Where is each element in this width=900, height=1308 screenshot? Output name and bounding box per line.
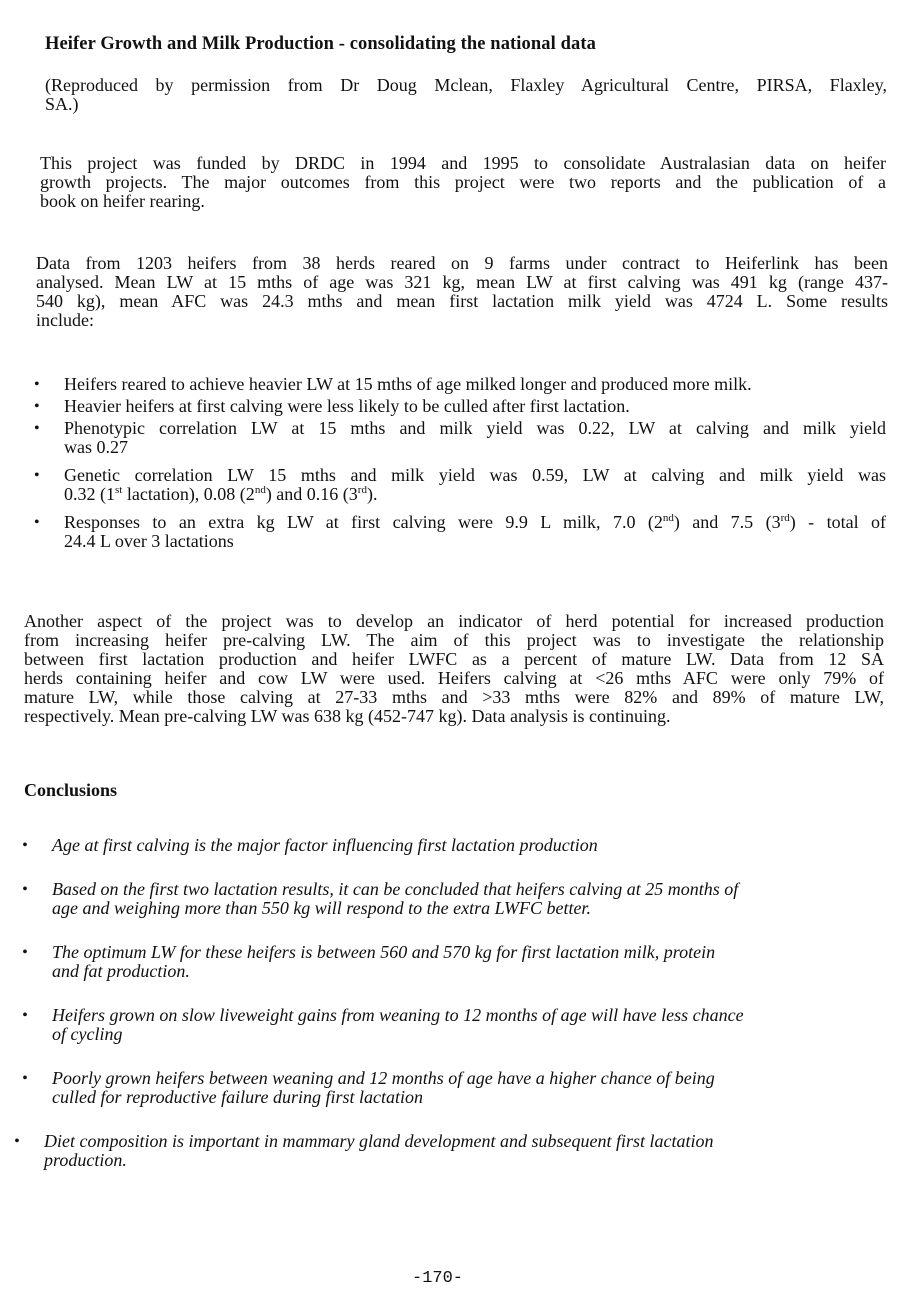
conclusion-text: Poorly grown heifers between weaning and 12 months of age have a higher chance of being xyxy=(52,1068,715,1088)
conclusions-heading: Conclusions xyxy=(24,780,118,800)
conclusion-text: culled for reproductive failure during first lactation xyxy=(52,1087,423,1107)
bullet-icon: • xyxy=(22,881,28,898)
data-line-4: include: xyxy=(36,310,94,330)
bullet-icon: • xyxy=(34,420,40,437)
bullet-icon: • xyxy=(14,1133,20,1150)
intro-paragraph xyxy=(40,154,886,211)
bullet-icon: • xyxy=(34,514,40,531)
data-paragraph xyxy=(36,254,888,330)
aspect-line-3: between first lactation production and heifer LWFC as a percent of mature LW. Data from 12 SA xyxy=(24,649,884,669)
conclusion-text: age and weighing more than 550 kg will respond to the extra LWFC better. xyxy=(52,898,591,918)
list-item xyxy=(22,879,882,918)
list-item xyxy=(34,465,886,504)
data-line-2: analysed. Mean LW at 15 mths of age was 321 kg, mean LW at first calving was 491 kg (range 437- xyxy=(36,272,888,292)
data-line-1: Data from 1203 heifers from 38 herds reared on 9 farms under contract to Heiferlink has been xyxy=(36,253,888,273)
conclusion-text: Based on the first two lactation results, it can be concluded that heifers calving at 25 months of xyxy=(52,879,739,899)
conclusion-text: production. xyxy=(44,1150,127,1170)
aspect-line-4: herds containing heifer and cow LW were used. Heifers calving at <26 mths AFC were only 79% of xyxy=(24,668,884,688)
data-line-3: 540 kg), mean AFC was 24.3 mths and mean first lactation milk yield was 4724 L. Some results xyxy=(36,291,888,311)
bullet-icon: • xyxy=(34,376,40,393)
result-text: Responses to an extra kg LW at first calving were 9.9 L milk, 7.0 (2nd) and 7.5 (3rd) - total of xyxy=(64,512,886,532)
bullet-icon: • xyxy=(22,944,28,961)
result-text: 24.4 L over 3 lactations xyxy=(64,531,234,551)
list-item xyxy=(14,1131,882,1170)
conclusion-text: of cycling xyxy=(52,1024,123,1044)
bullet-icon: • xyxy=(22,837,28,854)
permission-note xyxy=(45,76,887,114)
result-text: was 0.27 xyxy=(64,437,128,457)
page-number: -170- xyxy=(412,1269,464,1288)
conclusion-text: and fat production. xyxy=(52,961,190,981)
result-text: Genetic correlation LW 15 mths and milk yield was 0.59, LW at calving and milk yield was xyxy=(64,465,886,485)
conclusion-text: Diet composition is important in mammary gland development and subsequent first lactation xyxy=(44,1131,714,1151)
result-text: Heavier heifers at first calving were less likely to be culled after first lactation. xyxy=(64,396,630,416)
conclusion-text: Heifers grown on slow liveweight gains from weaning to 12 months of age will have less chance xyxy=(52,1005,744,1025)
list-item xyxy=(34,396,886,416)
aspect-line-5: mature LW, while those calving at 27-33 mths and >33 mths were 82% and 89% of mature LW, xyxy=(24,687,884,707)
conclusions-list xyxy=(14,835,882,1170)
aspect-paragraph xyxy=(24,612,884,726)
list-item xyxy=(22,835,882,855)
list-item xyxy=(34,512,886,551)
list-item xyxy=(22,942,882,981)
list-item xyxy=(22,1068,882,1107)
aspect-line-1: Another aspect of the project was to develop an indicator of herd potential for increased production xyxy=(24,611,884,631)
aspect-line-6: respectively. Mean pre-calving LW was 638 kg (452-747 kg). Data analysis is continuing. xyxy=(24,706,671,726)
intro-line-3: book on heifer rearing. xyxy=(40,191,205,211)
page-title: Heifer Growth and Milk Production - consolidating the national data xyxy=(45,34,596,54)
result-text: Heifers reared to achieve heavier LW at 15 mths of age milked longer and produced more milk. xyxy=(64,374,752,394)
bullet-icon: • xyxy=(34,398,40,415)
conclusion-text: Age at first calving is the major factor influencing first lactation production xyxy=(52,835,598,855)
conclusion-text: The optimum LW for these heifers is between 560 and 570 kg for first lactation milk, protein xyxy=(52,942,716,962)
intro-line-1: This project was funded by DRDC in 1994 and 1995 to consolidate Australasian data on heifer xyxy=(40,153,886,173)
bullet-icon: • xyxy=(22,1007,28,1024)
aspect-line-2: from increasing heifer pre-calving LW. The aim of this project was to investigate the relationship xyxy=(24,630,884,650)
list-item xyxy=(34,418,886,457)
bullet-icon: • xyxy=(34,467,40,484)
intro-line-2: growth projects. The major outcomes from this project were two reports and the publication of a xyxy=(40,172,886,192)
result-text: Phenotypic correlation LW at 15 mths and milk yield was 0.22, LW at calving and milk yield xyxy=(64,418,886,438)
results-list xyxy=(34,374,886,551)
result-text: 0.32 (1st lactation), 0.08 (2nd) and 0.16 (3rd). xyxy=(64,484,378,504)
list-item xyxy=(22,1005,882,1044)
list-item xyxy=(34,374,886,394)
permission-line-2: SA.) xyxy=(45,94,79,114)
permission-line-1: (Reproduced by permission from Dr Doug Mclean, Flaxley Agricultural Centre, PIRSA, Flaxley, xyxy=(45,75,887,95)
bullet-icon: • xyxy=(22,1070,28,1087)
